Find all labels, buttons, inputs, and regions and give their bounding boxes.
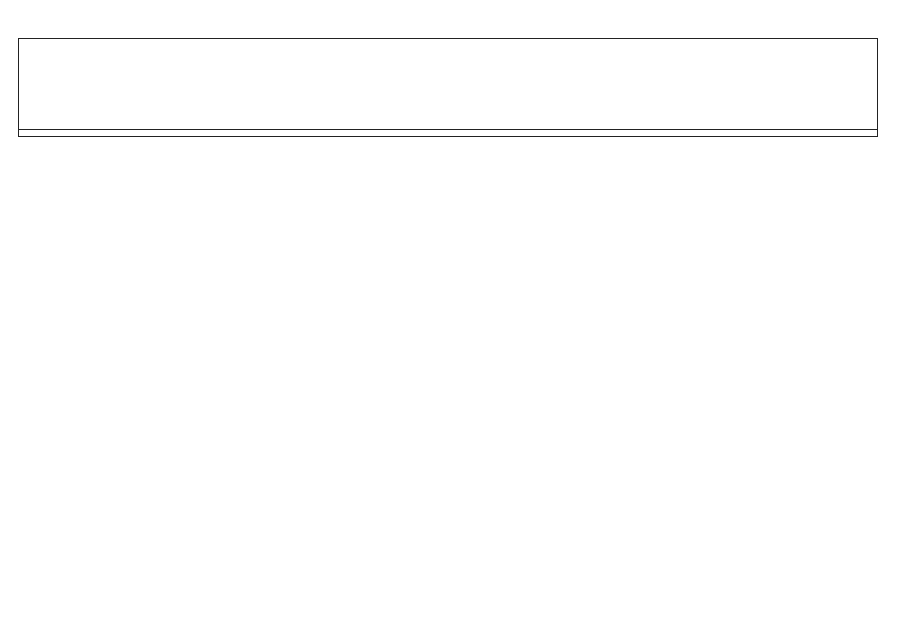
table-header — [18, 38, 878, 130]
document-page — [18, 38, 878, 608]
column-number-row — [18, 130, 878, 137]
